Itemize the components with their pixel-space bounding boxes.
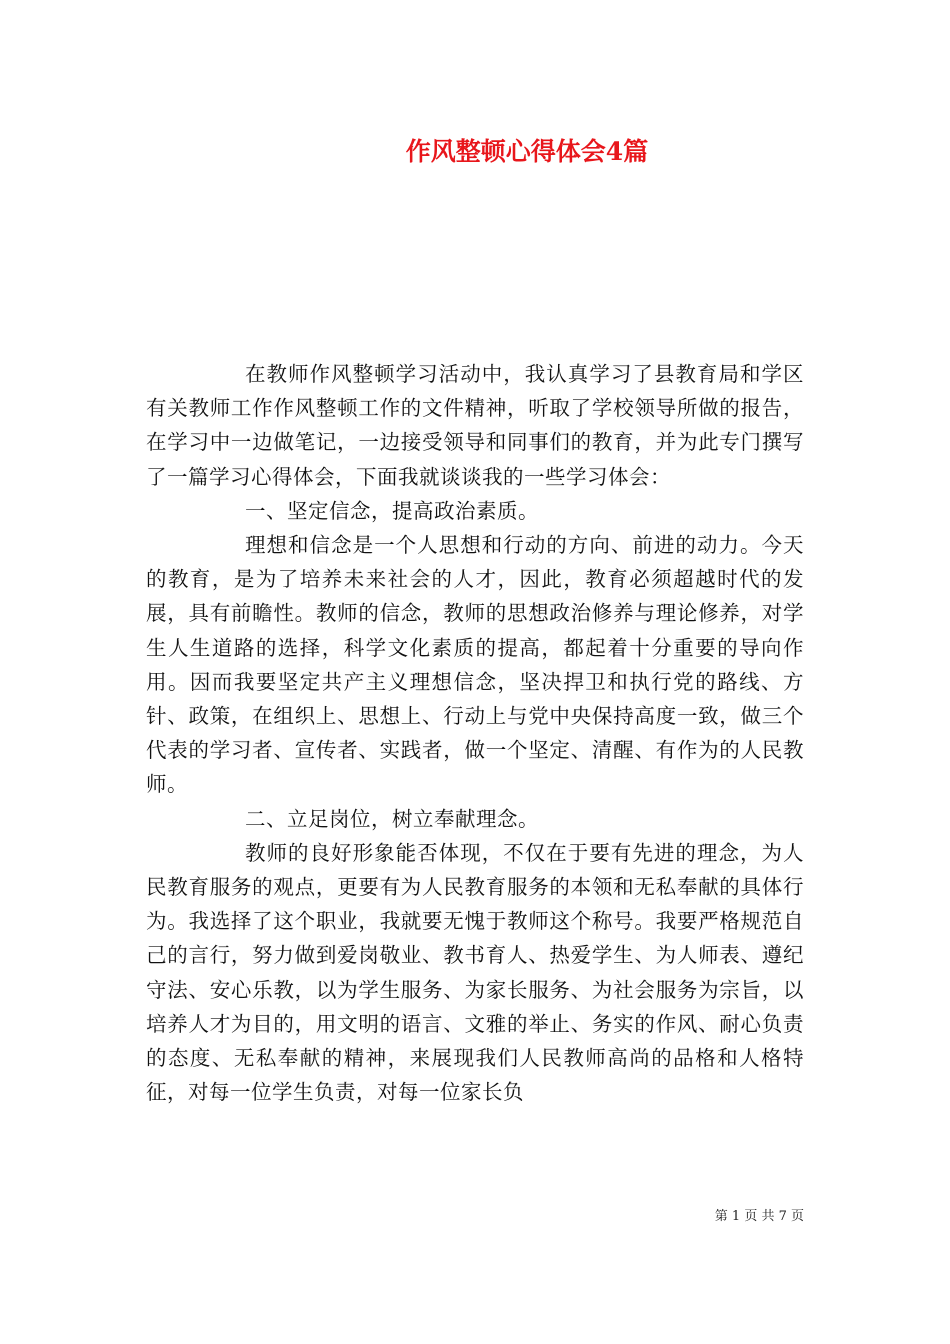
body-paragraph-intro: 在教师作风整顿学习活动中，我认真学习了县教育局和学区有关教师工作作风整顿工作的文件精神，听取了学校领导所做的报告，在学习中一边做笔记，一边接受领导和同事们的教育，并为此专门撰写了一篇学习心得体会，下面我就谈谈我的一些学习体会： (146, 362, 804, 489)
body-paragraph-2: 教师的良好形象能否体现，不仅在于要有先进的理念，为人民教育服务的观点，更要有为人民教育服务的本领和无私奉献的具体行为。我选择了这个职业，我就要无愧于教师这个称号。我要严格规范自己的言行，努力做到爱岗敬业、教书育人、热爱学生、为人师表、遵纪守法、安心乐教，以为学生服务、为家长服务、为社会服务为宗旨，以培养人才为目的，用文明的语言、文雅的举止、务实的作风、耐心负责的态度、无私奉献的精神，来展现我们人民教师高尚的品格和人格特征，对每一位学生负责，对每一位家长负 (146, 840, 804, 1105)
section-heading-2: 二、立足岗位，树立奉献理念。 (245, 806, 539, 831)
section-heading-1: 一、坚定信念，提高政治素质。 (245, 498, 539, 523)
document-title: 作风整顿心得体会4篇 (405, 137, 649, 166)
body-paragraph-1: 理想和信念是一个人思想和行动的方向、前进的动力。今天的教育，是为了培养未来社会的人才，因此，教育必须超越时代的发展，具有前瞻性。教师的信念，教师的思想政治修养与理论修养，对学生人生道路的选择，科学文化素质的提高，都起着十分重要的导向作用。因而我要坚定共产主义理想信念，坚决捍卫和执行党的路线、方针、政策，在组织上、思想上、行动上与党中央保持高度一致，做三个代表的学习者、宣传者、实践者，做一个坚定、清醒、有作为的人民教师。 (146, 533, 804, 797)
document-body (146, 357, 804, 1109)
page-number-footer: 第 1 页 共 7 页 (714, 1209, 804, 1224)
